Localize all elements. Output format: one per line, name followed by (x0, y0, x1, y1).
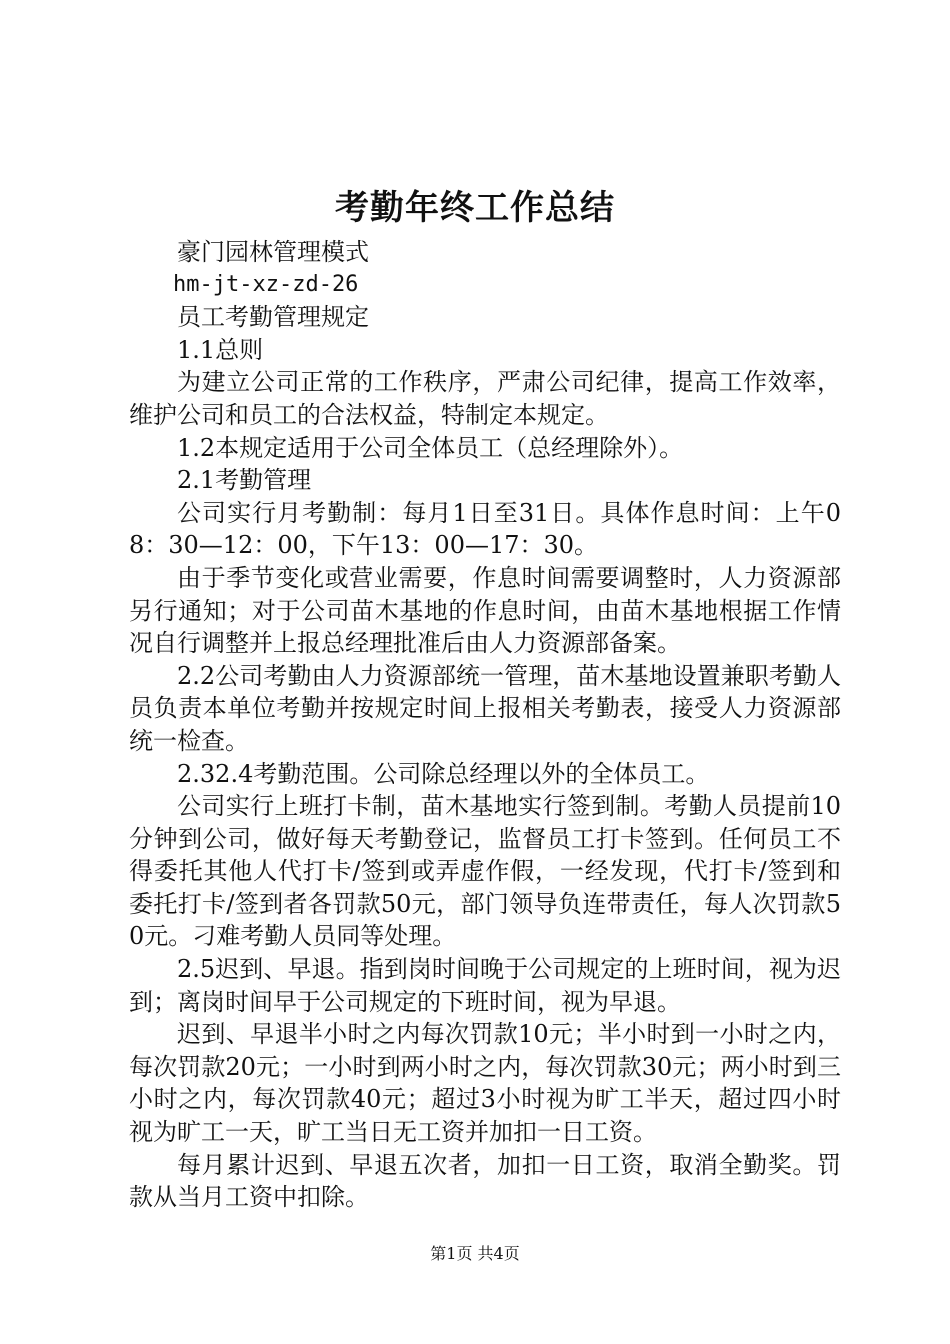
paragraph: 豪门园林管理模式 (177, 238, 369, 266)
document-body (129, 236, 841, 1214)
document-code: hm-jt-xz-zd-26 (173, 271, 359, 297)
page-footer: 第1页 共4页 (430, 1244, 520, 1263)
section-heading: 2.1考勤管理 (177, 466, 312, 495)
paragraph: 1.2本规定适用于公司全体员工（总经理除外）。 (177, 433, 684, 462)
paragraph: 由于季节变化或营业需要，作息时间需要调整时，人力资源部另行通知；对于公司苗木基地的作息时间，由苗木基地根据工作情况自行调整并上报总经理批准后由人力资源部备案。 (129, 563, 841, 658)
paragraph: 2.5迟到、早退。指到岗时间晚于公司规定的上班时间，视为迟到；离岗时间早于公司规定的下班时间，视为早退。 (129, 955, 841, 1016)
paragraph: 每月累计迟到、早退五次者，加扣一日工资，取消全勤奖。罚款从当月工资中扣除。 (129, 1150, 841, 1212)
paragraph: 公司实行月考勤制：每月1日至31日。具体作息时间：上午08：30—12：00，下午13：00—17：30。 (129, 498, 841, 560)
paragraph: 为建立公司正常的工作秩序，严肃公司纪律，提高工作效率，维护公司和员工的合法权益，特制定本规定。 (129, 368, 841, 429)
paragraph: 公司实行上班打卡制，苗木基地实行签到制。考勤人员提前10分钟到公司，做好每天考勤登记，监督员工打卡签到。任何员工不得委托其他人代打卡/签到或弄虚作假，一经发现，代打卡/签到和委托打卡/签到者各罚款50元，部门领导负连带责任，每人次罚款50元。刁难考勤人员同等处理。 (129, 792, 841, 951)
paragraph: 迟到、早退半小时之内每次罚款10元；半小时到一小时之内，每次罚款20元；一小时到两小时之内，每次罚款30元；两小时到三小时之内，每次罚款40元；超过3小时视为旷工半天，超过四小时视为旷工一天，旷工当日无工资并加扣一日工资。 (129, 1020, 841, 1147)
paragraph: 员工考勤管理规定 (177, 303, 369, 332)
paragraph: 2.32.4考勤范围。公司除总经理以外的全体员工。 (177, 759, 710, 788)
page-title: 考勤年终工作总结 (335, 188, 615, 228)
section-heading: 1.1总则 (177, 335, 264, 364)
paragraph: 2.2公司考勤由人力资源部统一管理，苗木基地设置兼职考勤人员负责本单位考勤并按规定时间上报相关考勤表，接受人力资源部统一检查。 (129, 661, 841, 755)
